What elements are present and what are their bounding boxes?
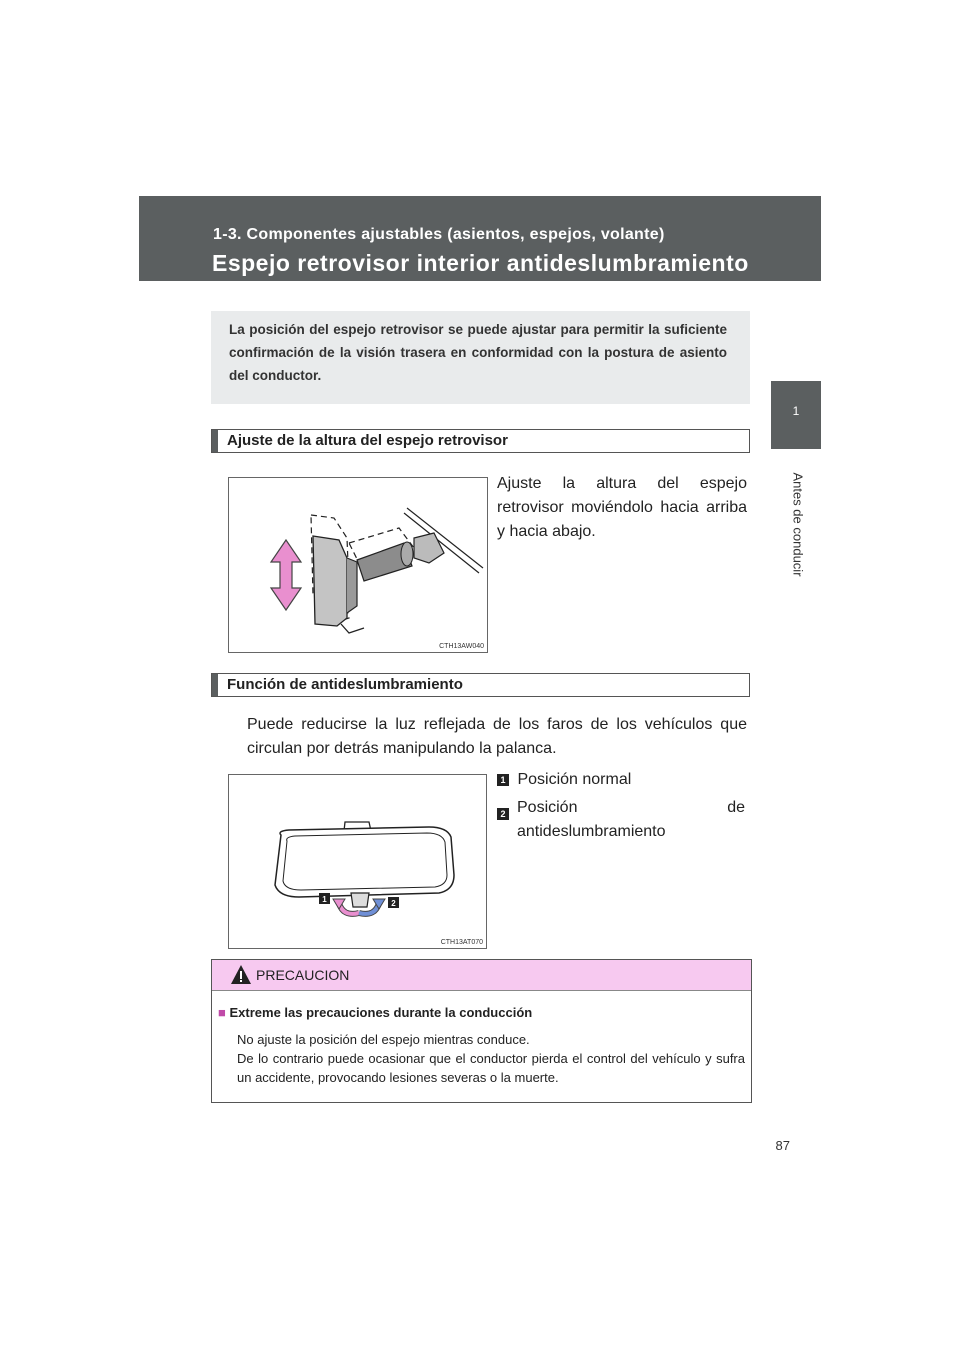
caution-box bbox=[211, 959, 752, 1103]
legend-label: Posición de antideslumbramiento bbox=[517, 799, 745, 840]
caution-title: PRECAUCION bbox=[256, 967, 350, 983]
section-heading-bar bbox=[212, 674, 218, 696]
caution-line: No ajuste la posición del espejo mientras conduce. bbox=[237, 1032, 530, 1047]
page-title: Espejo retrovisor interior antideslumbramiento bbox=[212, 250, 749, 276]
number-badge: 1 bbox=[497, 774, 509, 786]
mirror-lever-illustration bbox=[229, 775, 486, 948]
chapter-tab-number: 1 bbox=[792, 404, 800, 418]
mirror-height-illustration bbox=[229, 478, 487, 652]
caution-header bbox=[212, 960, 751, 991]
number-badge-2-text: 2 bbox=[391, 899, 396, 908]
up-down-arrow-icon bbox=[271, 540, 301, 610]
figure-code: CTH13AW040 bbox=[439, 643, 484, 650]
legend-item-normal bbox=[497, 768, 749, 792]
section-heading-height bbox=[211, 429, 750, 453]
section-heading-bar bbox=[212, 430, 218, 452]
legend-label: Posición normal bbox=[517, 771, 632, 788]
legend-item-antiglare bbox=[497, 796, 749, 844]
section-heading-antiglare bbox=[211, 673, 750, 697]
section-heading-text: Ajuste de la altura del espejo retrovisor bbox=[227, 432, 508, 449]
section-heading-text: Función de antideslumbramiento bbox=[227, 676, 463, 693]
figure-code: CTH13AT070 bbox=[440, 939, 483, 946]
warning-triangle-icon bbox=[230, 964, 252, 985]
number-badge-1-text: 1 bbox=[322, 895, 327, 904]
figure-antiglare-lever bbox=[228, 774, 487, 949]
chapter-tab-label: Antes de conducir bbox=[790, 472, 806, 577]
caution-line: De lo contrario puede ocasionar que el conductor pierda el control del vehículo y sufra un accidente, provocando lesiones severas o la muerte. bbox=[237, 1051, 745, 1085]
number-badge: 2 bbox=[497, 808, 509, 820]
intro-text: La posición del espejo retrovisor se puede ajustar para permitir la suficiente confirmación de la visión trasera en conformidad con la postura de asiento del conductor. bbox=[229, 322, 727, 383]
adjust-instruction: Ajuste la altura del espejo retrovisor moviéndolo hacia arriba y hacia abajo. bbox=[497, 475, 747, 540]
caution-subheading-text: Extreme las precauciones durante la conducción bbox=[229, 1005, 533, 1020]
section-label: 1-3. Componentes ajustables (asientos, espejos, volante) bbox=[213, 226, 665, 243]
square-bullet-icon: ■ bbox=[218, 1005, 226, 1020]
antiglare-description: Puede reducirse la luz reflejada de los faros de los vehículos que circulan por detrás manipulando la palanca. bbox=[247, 716, 747, 757]
caution-body bbox=[237, 1030, 745, 1087]
caution-subheading bbox=[218, 1005, 532, 1020]
page-number: 87 bbox=[775, 1138, 790, 1153]
figure-mirror-height bbox=[228, 477, 488, 653]
